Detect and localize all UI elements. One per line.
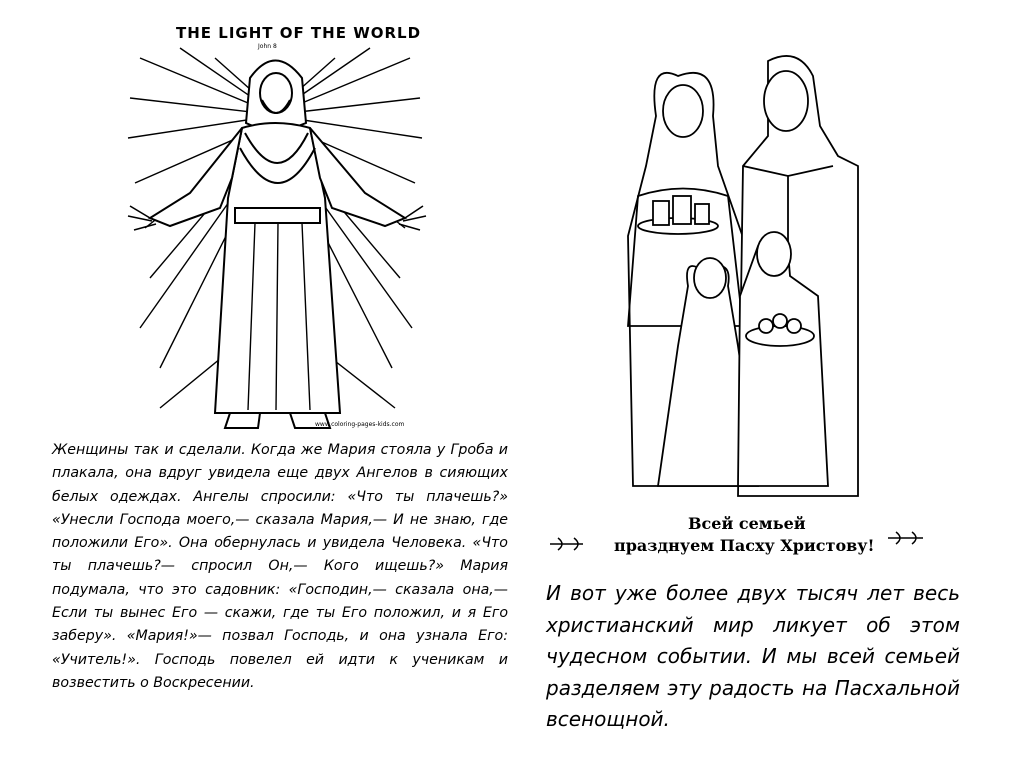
- illustration-caption-line1: Всей семьей: [688, 514, 806, 533]
- family-easter-illustration: [528, 16, 942, 564]
- jesus-figure: [128, 61, 426, 429]
- eggs-basket: [746, 326, 814, 346]
- watermark-url: www.coloring-pages-kids.com: [315, 421, 405, 428]
- caption-ornament-right: [888, 532, 923, 544]
- illustration-caption-line2: празднуем Пасху Христову!: [614, 536, 875, 555]
- jesus-coloring-illustration: [120, 18, 430, 430]
- family-figures: [628, 56, 858, 496]
- gospel-story-paragraph: Женщины так и сделали. Когда же Мария стояла у Гроба и плакала, она вдруг увидела еще двух Ангелов в сияющих белых одеждах. Ангелы спросили: «Что ты плачешь?» «Унесли Господа моего,— сказала Мария,— И не знаю, где положили Его». Она обернулась и увидела Человека. «Что ты плачешь?— спросил Он,— Кого ищешь?» Мария подумала, что это садовник: «Господин,— сказала она,— Если ты вынес Его — скажи, где ты Его положил, и я Его заберу». «Мария!»— позвал Господь, и она узнала Его: «Учитель!». Господь повелел ей идти к ученикам и возвестить о Воскресении.: [52, 442, 508, 691]
- easter-celebration-paragraph: И вот уже более двух тысяч лет весь христианский мир ликует об этом чудесном событии. И мы всей семьей разделяем эту радость на Пасхальной всенощной.: [546, 581, 960, 731]
- illustration-reference: John 8: [258, 43, 277, 50]
- caption-ornament-left: [550, 538, 583, 550]
- illustration-title: THE LIGHT OF THE WORLD: [176, 24, 422, 42]
